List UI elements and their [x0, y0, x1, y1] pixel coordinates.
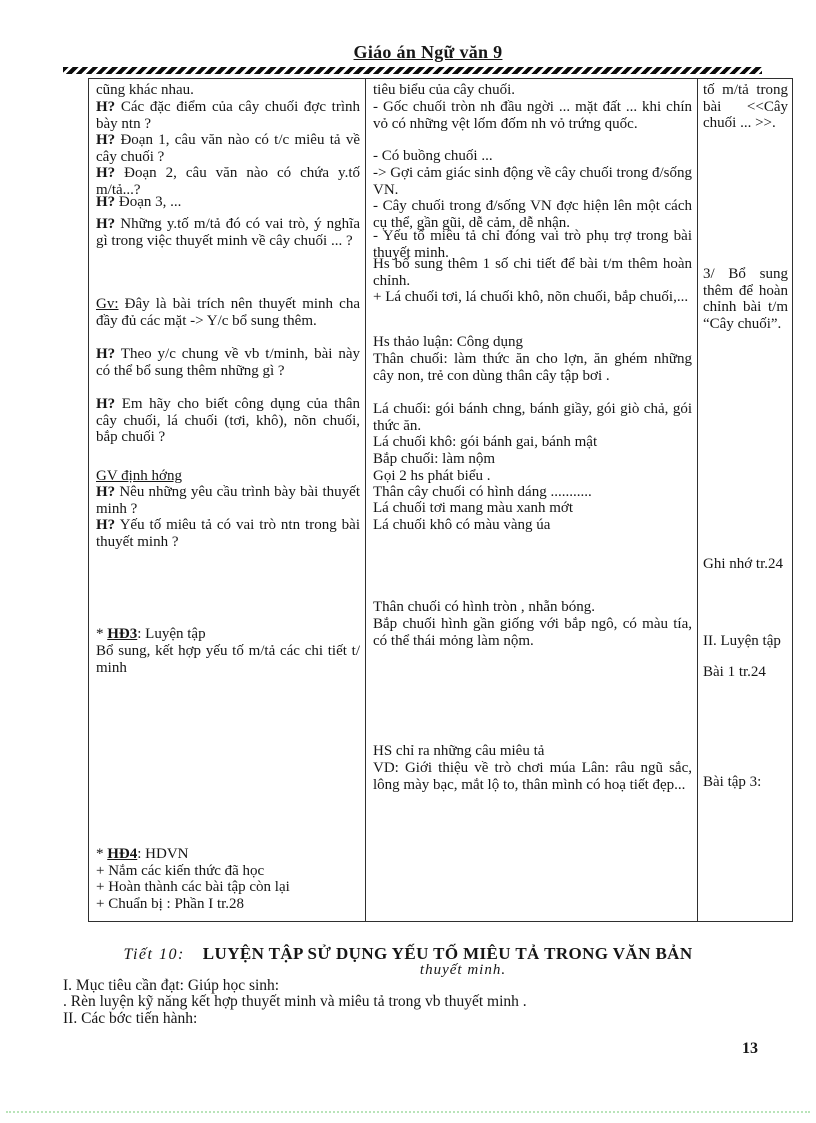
document-header-title: Giáo án Ngữ văn 9 [353, 42, 503, 62]
paragraph: Ghi nhớ tr.24 [703, 556, 784, 572]
paragraph: * HĐ3: Luyện tập [96, 626, 206, 642]
paragraph: H? Em hãy cho biết công dụng của thân cây chuối, lá chuối (tơi, khô), nõn chuối, bắp chuối ? [96, 396, 360, 445]
question-marker: H? [96, 132, 116, 148]
column-student-activities [366, 79, 698, 921]
paragraph: Thân chuối: làm thức ăn cho lợn, ăn ghém những cây non, trẻ con dùng thân cây tập bơi . [373, 351, 692, 384]
question-marker: H? [96, 346, 116, 362]
activity-label: HĐ3 [107, 626, 138, 642]
question-marker: H? [96, 216, 116, 232]
paragraph: Bài 1 tr.24 [703, 664, 766, 680]
paragraph: HS chỉ ra những câu miêu tả [373, 743, 545, 759]
question-marker: H? [96, 99, 116, 115]
question-marker: H? [96, 165, 116, 181]
next-lesson-heading [0, 944, 816, 964]
column-teacher-activities [89, 79, 366, 921]
teacher-marker: Gv: [96, 296, 119, 312]
paragraph: Thân chuối có hình tròn , nhẵn bóng. [373, 599, 596, 615]
lesson-title: LUYỆN TẬP SỬ DỤNG YẾU TỐ MIÊU TẢ TRONG VĂN BẢN [202, 944, 693, 963]
bottom-dotted-rule [6, 1111, 810, 1113]
paragraph: Hs thảo luận: Công dụng [373, 334, 523, 350]
question-marker: H? [96, 517, 116, 533]
paragraph: H? Theo y/c chung về vb t/minh, bài này có thể bổ sung thêm những gì ? [96, 346, 360, 379]
paragraph: - Yếu tố miêu tả chỉ đóng vai trò phụ trợ trong bài thuyết minh. [373, 228, 692, 261]
paragraph: Lá chuối tơi mang màu xanh mớt [373, 500, 573, 516]
paragraph: Bổ sung, kết hợp yếu tố m/tả các chi tiết t/ minh [96, 643, 360, 676]
paragraph: H? Đoạn 2, câu văn nào có chứa y.tố m/tả...? [96, 165, 360, 198]
paragraph: H? Đoạn 1, câu văn nào có t/c miêu tả về cây chuối ? [96, 132, 360, 165]
paragraph: cũng khác nhau. [96, 82, 194, 98]
lesson-plan-table [88, 78, 793, 922]
paragraph: Bắp chuối hình gần giống với bắp ngô, có màu tía, có thể thái mỏng làm nộm. [373, 616, 692, 649]
paragraph: * HĐ4: HDVN [96, 846, 189, 862]
paragraph: tiêu biểu của cây chuối. [373, 82, 516, 98]
column-content-notes [698, 79, 792, 921]
procedure-line: II. Các bớc tiến hành: [63, 1010, 198, 1027]
skill-line: . Rèn luyện kỹ năng kết hợp thuyết minh và miêu tả trong vb thuyết minh . [63, 993, 527, 1010]
lesson-number-label: Tiết 10: [123, 946, 185, 963]
paragraph: H? Nêu những yêu cầu trình bày bài thuyết minh ? [96, 484, 360, 517]
lesson-title-subtitle: thuyết minh. [419, 962, 507, 978]
paragraph: VD: Giới thiệu về trò chơi múa Lân: râu ngũ sắc, lông mày bạc, mắt lộ to, thân mình có hoạ tiết đẹp... [373, 760, 692, 793]
paragraph: Lá chuối khô có màu vàng úa [373, 517, 551, 533]
paragraph: - Có buồng chuối ... [373, 148, 493, 164]
paragraph: Gv: Đây là bài trích nên thuyết minh cha đầy đủ các mặt -> Y/c bổ sung thêm. [96, 296, 360, 329]
paragraph: H? Các đặc điểm của cây chuối đợc trình bày ntn ? [96, 99, 360, 132]
paragraph: Gọi 2 hs phát biểu . [373, 468, 491, 484]
paragraph: Lá chuối: gói bánh chng, bánh giầy, gói giò chả, gói thức ăn. [373, 401, 692, 434]
page-number: 13 [742, 1040, 758, 1057]
paragraph: tố m/tả trong bài <<Cây chuối ... >>. [703, 82, 788, 131]
paragraph: -> Gợi cảm giác sinh động về cây chuối trong đ/sống VN. [373, 165, 692, 198]
activity-label: HĐ4 [107, 846, 138, 862]
paragraph: Bài tập 3: [703, 774, 762, 790]
paragraph: H? Đoạn 3, ... [96, 194, 182, 210]
paragraph: + Nắm các kiến thức đã học [96, 863, 265, 879]
question-marker: H? [96, 484, 116, 500]
paragraph: Hs bổ sung thêm 1 số chi tiết để bài t/m thêm hoàn chỉnh. [373, 256, 692, 289]
paragraph: + Hoàn thành các bài tập còn lại [96, 879, 290, 895]
paragraph: - Gốc chuối tròn nh đầu ngời ... mặt đất ... khi chín vỏ có những vệt lốm đốm nh vỏ trứng quốc. [373, 99, 692, 132]
paragraph: Bắp chuối: làm nộm [373, 451, 496, 467]
question-marker: H? [96, 396, 116, 412]
paragraph: Lá chuối khô: gói bánh gai, bánh mật [373, 434, 598, 450]
paragraph: 3/ Bổ sung thêm để hoàn chỉnh bài t/m “Cây chuối”. [703, 266, 788, 332]
paragraph: + Chuẩn bị : Phần I tr.28 [96, 896, 245, 912]
paragraph: Thân cây chuối có hình dáng ........... [373, 484, 592, 500]
paragraph: - Cây chuối trong đ/sống VN đợc hiện lên một cách cụ thể, gần gũi, dễ cảm, dễ nhận. [373, 198, 692, 231]
question-marker: H? [96, 194, 116, 210]
paragraph: H? Yếu tố miêu tả có vai trò ntn trong bài thuyết minh ? [96, 517, 360, 550]
teacher-guidance-label: GV định hớng [96, 468, 182, 484]
paragraph [96, 468, 360, 485]
objective-line: I. Mục tiêu cần đạt: Giúp học sinh: [63, 977, 280, 994]
paragraph: II. Luyện tập [703, 633, 781, 649]
paragraph: H? Những y.tố m/tả đó có vai trò, ý nghĩa gì trong việc thuyết minh về cây chuối ... ? [96, 216, 360, 249]
paragraph: + Lá chuối tơi, lá chuối khô, nõn chuối, bắp chuối,... [373, 289, 689, 305]
decorative-hatch-rule [63, 67, 762, 74]
